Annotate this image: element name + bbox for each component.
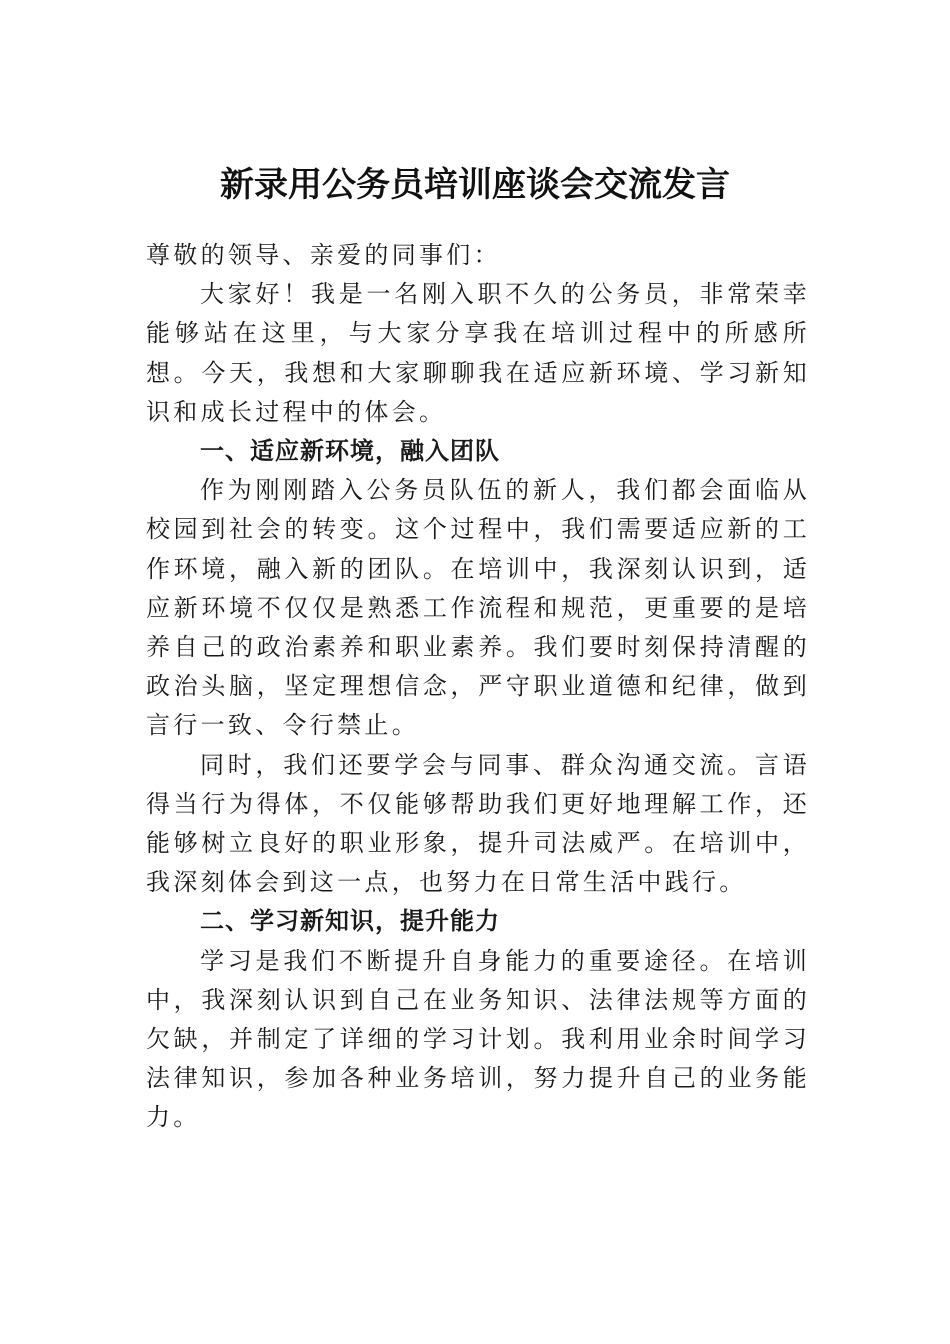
section-1-paragraph-1: 作为刚刚踏入公务员队伍的新人，我们都会面临从校园到社会的转变。这个过程中，我们需要适应新的工作环境，融入新的团队。在培训中，我深刻认识到，适应新环境不仅仅是熟悉工作流程和规范，更重要的是培养自己的政治素养和职业素养。我们要时刻保持清醒的政治头脑，坚定理想信念，严守职业道德和纪律，做到言行一致、令行禁止。 <box>146 476 810 740</box>
intro-paragraph: 大家好！我是一名刚入职不久的公务员，非常荣幸能够站在这里，与大家分享我在培训过程中的所感所想。今天，我想和大家聊聊我在适应新环境、学习新知识和成长过程中的体会。 <box>146 280 810 426</box>
salutation: 尊敬的领导、亲爱的同事们： <box>146 241 501 269</box>
section-2-paragraph-1: 学习是我们不断提升自身能力的重要途径。在培训中，我深刻认识到自己在业务知识、法律法规等方面的欠缺，并制定了详细的学习计划。我利用业余时间学习法律知识，参加各种业务培训，努力提升自己的业务能力。 <box>146 946 810 1132</box>
section-1-paragraph-2: 同时，我们还要学会与同事、群众沟通交流。言语得当行为得体，不仅能够帮助我们更好地理解工作，还能够树立良好的职业形象，提升司法威严。在培训中，我深刻体会到这一点，也努力在日常生活中践行。 <box>146 750 810 897</box>
section-heading-2: 二、学习新知识，提升能力 <box>200 907 500 936</box>
document-title: 新录用公务员培训座谈会交流发言 <box>220 165 730 205</box>
section-heading-1: 一、适应新环境，融入团队 <box>200 437 500 466</box>
document-body <box>146 236 810 1138</box>
